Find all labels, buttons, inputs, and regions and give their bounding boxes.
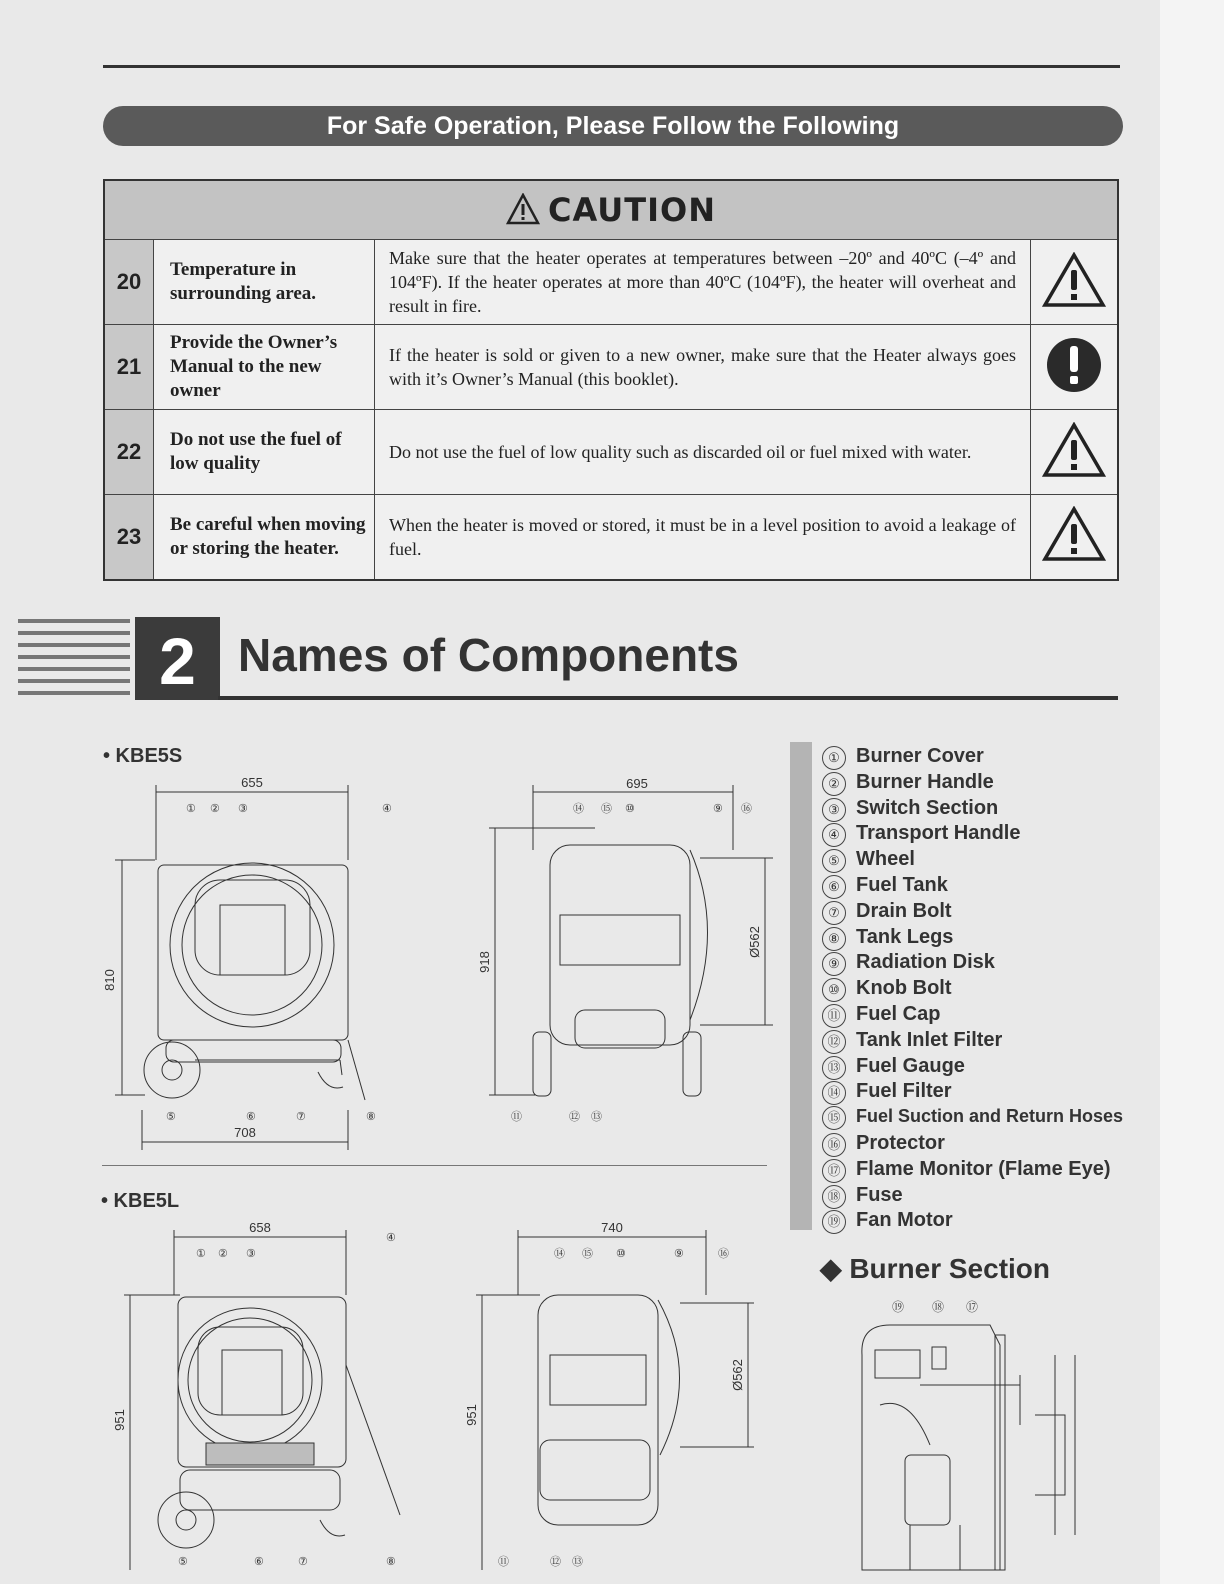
callout: ⑮ [601,803,612,815]
burner-section-diagram [850,1295,1090,1580]
model-label: • KBE5S [103,745,183,767]
list-item: ③ Switch Section [822,797,1123,823]
callout: ⑰ [966,1300,979,1314]
list-item: ⑭ Fuel Filter [822,1080,1123,1106]
list-item: ⑱ Fuse [822,1184,1123,1210]
callout: ⑫ [569,1111,580,1123]
kbe5s-side-diagram [475,770,775,1140]
row-subject: Be careful when moving or storing the heater. [154,495,375,580]
burner-section-title: ◆ Burner Section [820,1253,1051,1284]
list-item: ⑪ Fuel Cap [822,1003,1123,1029]
dimension-width: 740 [601,1220,623,1235]
callout: ⑱ [822,1185,846,1209]
callout: ⑭ [822,1081,846,1105]
callout: ⑱ [932,1300,945,1314]
section-stripes [18,619,130,703]
row-text: If the heater is sold or given to a new owner, make sure that the Heater always goes with it’s Owner’s Manual (this booklet). [375,325,1031,410]
row-number: 23 [104,495,154,580]
callout: ⑫ [822,1030,846,1054]
callout: ⑰ [822,1159,846,1183]
callout: ⑤ [178,1556,188,1568]
caution-header [104,180,1118,240]
callout: ⑮ [822,1106,846,1130]
list-item: ④ Transport Handle [822,822,1123,848]
kbe5l-front-diagram [110,1215,410,1580]
caution-row [104,240,1118,325]
page-edge [1160,0,1224,1584]
dimension-width: 655 [241,775,263,790]
callout: ① [196,1248,206,1260]
callout: ⑦ [298,1556,308,1568]
callout: ⑬ [822,1056,846,1080]
dimension-height: 918 [477,951,492,973]
model-divider [102,1165,767,1166]
list-item: ⑧ Tank Legs [822,926,1123,952]
warning-triangle-icon [1042,252,1106,308]
caution-table [103,179,1119,581]
dimension-width: 695 [626,776,648,791]
dimension-diameter: Ø562 [747,926,762,958]
list-item: ⑲ Fan Motor [822,1209,1123,1235]
row-subject: Provide the Owner’s Manual to the new owner [154,325,375,410]
callout: ⑩ [625,803,635,815]
list-item: ⑦ Drain Bolt [822,900,1123,926]
list-item: ① Burner Cover [822,745,1123,771]
warning-triangle-icon [1042,506,1106,562]
callout: ③ [246,1248,256,1260]
callout: ④ [822,823,846,847]
callout: ② [218,1248,228,1260]
row-number: 21 [104,325,154,410]
callout: ③ [822,798,846,822]
callout: ⑲ [892,1300,905,1314]
kbe5l-side-diagram [460,1215,760,1580]
caution-row [104,495,1118,580]
dimension-diameter: Ø562 [730,1359,745,1391]
callout: ⑭ [573,803,584,815]
dimension-width: 658 [249,1220,271,1235]
callout: ⑪ [822,1004,846,1028]
callout: ⑬ [572,1556,583,1568]
callout: ⑦ [822,901,846,925]
callout: ⑥ [254,1556,264,1568]
component-list [822,745,1123,1235]
callout: ⑨ [822,952,846,976]
callout: ⑧ [386,1556,396,1568]
legend-bar [790,742,812,1230]
callout: ② [822,772,846,796]
dimension-height: 951 [464,1404,479,1426]
callout: ⑥ [822,875,846,899]
row-subject: Temperature in surrounding area. [154,240,375,325]
callout: ⑬ [591,1111,602,1123]
callout: ⑲ [822,1210,846,1234]
callout: ⑦ [296,1111,306,1123]
callout: ⑪ [498,1556,509,1568]
model-label: • KBE5L [101,1190,180,1212]
callout: ⑮ [582,1248,593,1260]
callout: ⑯ [822,1133,846,1157]
caution-row [104,410,1118,495]
list-item: ⑰ Flame Monitor (Flame Eye) [822,1158,1123,1184]
callout: ⑯ [718,1248,729,1260]
section-rule [218,696,1118,700]
warning-triangle-icon [1042,422,1106,478]
callout: ⑧ [822,927,846,951]
list-item: ⑮ Fuel Suction and Return Hoses [822,1106,1123,1132]
section-number: 2 [135,617,220,700]
safety-banner: For Safe Operation, Please Follow the Following [103,106,1123,146]
callout: ④ [386,1232,396,1244]
list-item: ⑥ Fuel Tank [822,874,1123,900]
list-item: ⑯ Protector [822,1132,1123,1158]
callout: ⑫ [550,1556,561,1568]
callout: ⑨ [674,1248,684,1260]
list-item: ② Burner Handle [822,771,1123,797]
row-text: Do not use the fuel of low quality such as discarded oil or fuel mixed with water. [375,410,1031,495]
list-item: ⑨ Radiation Disk [822,951,1123,977]
callout: ⑤ [822,849,846,873]
kbe5s-front-diagram [100,770,400,1150]
dimension-height: 810 [102,969,117,991]
callout: ⑩ [616,1248,626,1260]
list-item: ⑤ Wheel [822,848,1123,874]
callout: ⑩ [822,978,846,1002]
header-rule [103,65,1120,68]
row-text: When the heater is moved or stored, it must be in a level position to avoid a leakage of fuel. [375,495,1031,580]
warning-triangle-icon [506,193,540,225]
list-item: ⑫ Tank Inlet Filter [822,1029,1123,1055]
callout: ③ [238,803,248,815]
mandatory-circle-icon [1045,336,1103,394]
row-text: Make sure that the heater operates at temperatures between –20º and 40ºC (–4º and 104ºF). If the heater operates at more than 40ºC (104ºF), the heater will overheat and result in fire. [375,240,1031,325]
callout: ⑧ [366,1111,376,1123]
callout: ⑤ [166,1111,176,1123]
callout: ④ [382,803,392,815]
row-number: 22 [104,410,154,495]
callout: ① [186,803,196,815]
callout: ⑪ [511,1111,522,1123]
callout: ⑭ [554,1248,565,1260]
section-title: Names of Components [238,629,739,681]
caution-title: CAUTION [548,191,716,229]
callout: ⑥ [246,1111,256,1123]
list-item: ⑩ Knob Bolt [822,977,1123,1003]
caution-row [104,325,1118,410]
dimension-height: 951 [112,1409,127,1431]
list-item: ⑬ Fuel Gauge [822,1055,1123,1081]
callout: ① [822,746,846,770]
callout: ⑨ [713,803,723,815]
row-number: 20 [104,240,154,325]
callout: ⑯ [741,803,752,815]
dimension-base: 708 [234,1125,256,1140]
row-subject: Do not use the fuel of low quality [154,410,375,495]
callout: ② [210,803,220,815]
